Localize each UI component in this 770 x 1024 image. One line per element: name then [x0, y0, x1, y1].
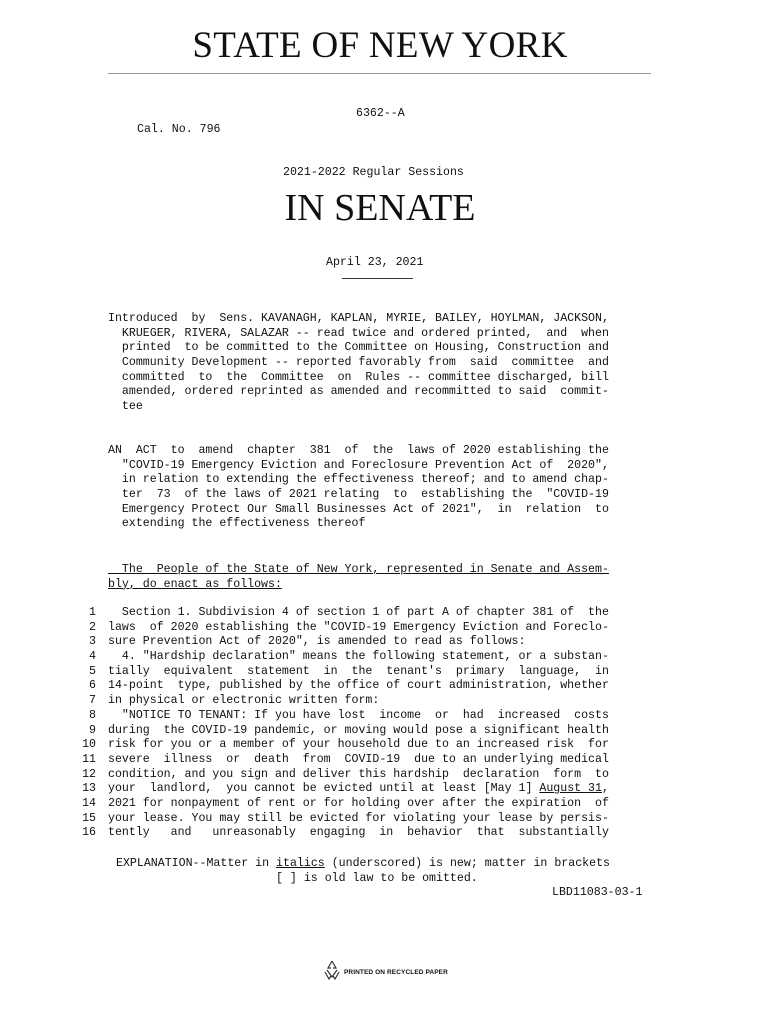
line-text: 2021 for nonpayment of rent or for holding over after the expiration of	[108, 796, 609, 810]
intro-line: KRUEGER, RIVERA, SALAZAR -- read twice and ordered printed, and when	[108, 326, 609, 340]
line-number: 3	[89, 635, 96, 649]
line-text: tently and unreasonably engaging in behavior that substantially	[108, 826, 609, 840]
recycle-icon	[306, 940, 342, 1005]
bill-line	[80, 621, 609, 636]
intro-line: Introduced by Sens. KAVANAGH, KAPLAN, MYRIE, BAILEY, HOYLMAN, JACKSON,	[108, 312, 609, 325]
bill-line	[80, 679, 609, 694]
bill-date: April 23, 2021	[326, 256, 424, 269]
bill-line	[80, 635, 609, 650]
enacting-line: The People of the State of New York, represented in Senate and Assem-	[108, 563, 609, 576]
line-text: laws of 2020 establishing the "COVID-19 Emergency Eviction and Foreclo-	[108, 620, 609, 634]
line-number: 10	[82, 738, 96, 752]
bill-number: 6362--A	[356, 107, 405, 120]
session-label: 2021-2022 Regular Sessions	[283, 166, 464, 179]
bill-line	[80, 797, 609, 812]
intro-line: amended, ordered reprinted as amended and recommitted to said commit-	[108, 385, 609, 399]
line-text: your lease. You may still be evicted for violating your lease by persis-	[108, 811, 609, 825]
line-text: risk for you or a member of your household due to an increased risk for	[108, 738, 609, 752]
line-number: 16	[82, 826, 96, 840]
act-line: in relation to extending the effectiveness thereof; and to amend chap-	[108, 473, 609, 487]
lbd-code: LBD11083-03-1	[552, 886, 643, 899]
explanation-note	[116, 857, 610, 886]
line-text: "NOTICE TO TENANT: If you have lost income or had increased costs	[108, 708, 609, 722]
intro-line: committed to the Committee on Rules -- committee discharged, bill	[108, 370, 609, 384]
line-number: 14	[82, 796, 96, 810]
act-title-paragraph	[108, 444, 609, 532]
line-number: 11	[82, 752, 96, 766]
bill-line	[80, 709, 609, 724]
line-text: condition, and you sign and deliver this hardship declaration form to	[108, 767, 609, 781]
bill-line	[80, 606, 609, 621]
act-line: ter 73 of the laws of 2021 relating to establishing the "COVID-19	[108, 488, 609, 502]
recycled-paper-label: PRINTED ON RECYCLED PAPER	[344, 969, 448, 976]
bill-line	[80, 650, 609, 665]
line-text: severe illness or death from COVID-19 due to an underlying medical	[108, 752, 609, 766]
act-line: extending the effectiveness thereof	[108, 517, 366, 531]
recycled-paper-mark	[306, 940, 448, 1005]
bill-line	[80, 753, 609, 768]
line-text: 4. "Hardship declaration" means the following statement, or a substan-	[108, 650, 609, 664]
explanation-prefix: EXPLANATION--Matter in	[116, 857, 277, 870]
intro-line: Community Development -- reported favorably from said committee and	[108, 356, 609, 370]
line-text: during the COVID-19 pandemic, or moving would pose a significant health	[108, 723, 609, 737]
line-text: sure Prevention Act of 2020", is amended to read as follows:	[108, 635, 526, 649]
bill-line	[80, 738, 609, 753]
bill-line	[80, 724, 609, 739]
line-text: 14-point type, published by the office of court administration, whether	[108, 679, 609, 693]
line-number: 12	[82, 767, 96, 781]
line-number: 4	[89, 650, 96, 664]
line-number: 6	[89, 679, 96, 693]
act-line: AN ACT to amend chapter 381 of the laws of 2020 establishing the	[108, 444, 609, 457]
enacting-line: bly, do enact as follows:	[108, 577, 282, 591]
act-line: "COVID-19 Emergency Eviction and Foreclosure Prevention Act of 2020",	[108, 458, 609, 472]
enacting-clause	[108, 563, 609, 592]
line-text: in physical or electronic written form:	[108, 694, 380, 708]
calendar-number: Cal. No. 796	[137, 123, 221, 136]
explanation-suffix: (underscored) is new; matter in brackets	[324, 857, 610, 870]
bill-line	[80, 768, 609, 783]
line-number: 1	[89, 606, 96, 619]
line-number: 13	[82, 782, 96, 796]
state-title: STATE OF NEW YORK	[192, 25, 568, 66]
bill-line	[80, 812, 609, 827]
inserted-text: August 31	[539, 782, 602, 796]
bill-line	[80, 782, 609, 797]
line-text: Section 1. Subdivision 4 of section 1 of part A of chapter 381 of the	[108, 606, 609, 619]
line-number: 9	[89, 723, 96, 737]
act-line: Emergency Protect Our Small Businesses Act of 2021", in relation to	[108, 502, 609, 516]
line-number: 8	[89, 708, 96, 722]
introduction-paragraph	[108, 312, 609, 415]
bill-line	[80, 826, 609, 841]
intro-line: printed to be committed to the Committee on Housing, Construction and	[108, 341, 609, 355]
line-number: 5	[89, 664, 96, 678]
line-text: your landlord, you cannot be evicted until at least [May 1]	[108, 782, 540, 796]
explanation-line-1	[116, 857, 610, 872]
chamber-heading: IN SENATE	[284, 187, 476, 229]
line-text: tially equivalent statement in the tenant's primary language, in	[108, 664, 609, 678]
explanation-line-2: [ ] is old law to be omitted.	[276, 871, 478, 885]
explanation-italics: italics	[276, 857, 325, 870]
title-rule	[108, 73, 651, 74]
date-rule	[342, 278, 413, 279]
line-number: 7	[89, 694, 96, 708]
intro-line: tee	[108, 400, 143, 414]
bill-text	[80, 606, 609, 841]
bill-line	[80, 665, 609, 680]
bill-line	[80, 694, 609, 709]
line-number: 15	[82, 811, 96, 825]
line-tail: ,	[601, 782, 609, 796]
line-number: 2	[89, 620, 96, 634]
